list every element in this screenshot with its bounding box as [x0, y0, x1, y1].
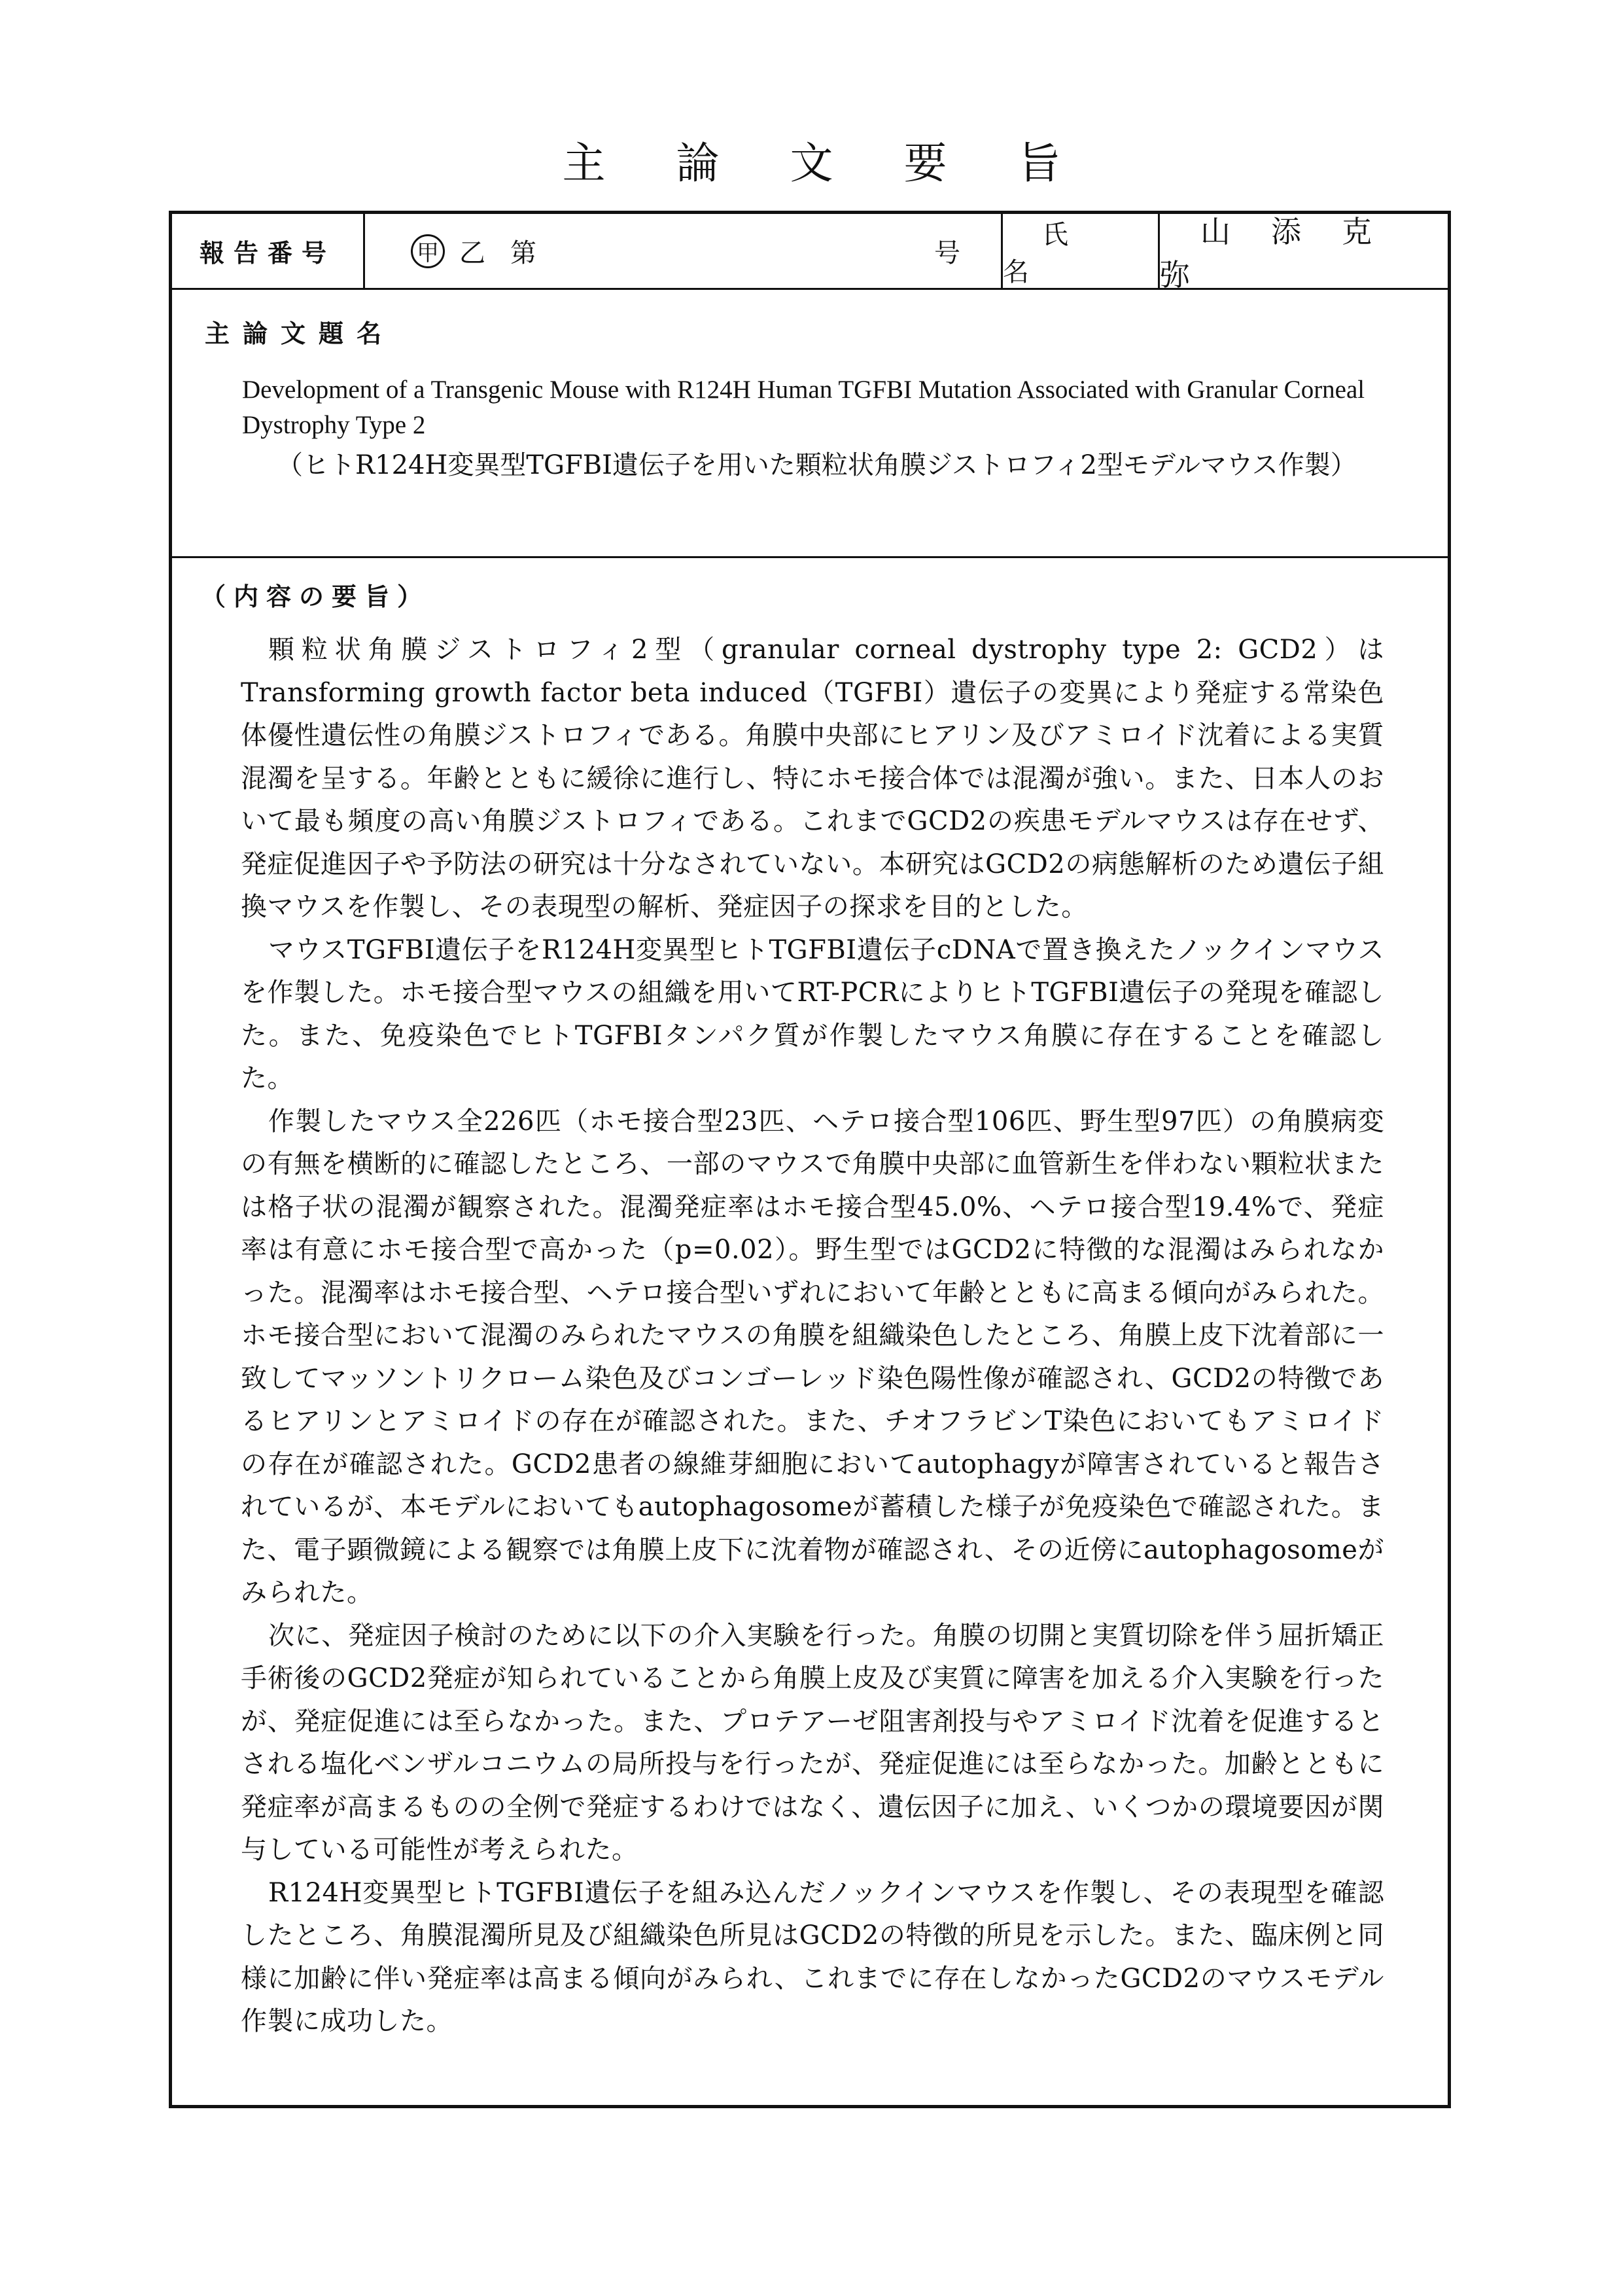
author-name: 山添克弥	[1160, 213, 1412, 292]
name-label: 氏名	[1003, 214, 1160, 288]
summary-body	[241, 629, 1384, 2043]
summary-paragraph: 顆粒状角膜ジストロフィ2型（granular corneal dystrophy type 2: GCD2）はTransforming growth factor beta induced（TGFBI）遺伝子の変異により発症する常染色体優性遺伝性の角膜ジストロフィである。角膜中央部にヒアリン及びアミロイド沈着による実質混濁を呈する。年齢とともに緩徐に進行し、特にホモ接合体では混濁が強い。また、日本人のおいて最も頻度の高い角膜ジストロフィである。これまでGCD2の疾患モデルマウスは存在せず、発症促進因子や予防法の研究は十分なされていない。本研究はGCD2の病態解析のため遺伝子組換マウスを作製し、その表現型の解析、発症因子の探求を目的とした。	[241, 635, 1384, 922]
report-number-field	[365, 214, 1003, 288]
document-title: 主論文要旨	[562, 138, 1132, 188]
summary-label: （内容の要旨）	[201, 582, 430, 611]
go-text: 号	[934, 238, 960, 268]
otsu-text: 乙	[459, 238, 502, 268]
summary-paragraph: 次に、発症因子検討のために以下の介入実験を行った。角膜の切開と実質切除を伴う屈折矯正手術後のGCD2発症が知られていることから角膜上皮及び実質に障害を加える介入実験を行ったが、発症促進には至らなかった。また、プロテアーゼ阻害剤投与やアミロイド沈着を促進するとされる塩化ベンザルコニウムの局所投与を行ったが、発症促進には至らなかった。加齢とともに発症率が高まるものの全例で発症するわけではなく、遺伝因子に加え、いくつかの環境要因が関与している可能性が考えられた。	[241, 1620, 1384, 1865]
report-number-label: 報告番号	[172, 214, 365, 288]
summary-form	[169, 211, 1451, 2108]
summary-paragraph: マウスTGFBI遺伝子をR124H変異型ヒトTGFBI遺伝子cDNAで置き換えたノックインマウスを作製した。ホモ接合型マウスの組織を用いてRT-PCRによりヒトTGFBI遺伝子の発現を確認した。また、免疫染色でヒトTGFBIタンパク質が作製したマウス角膜に存在することを確認した。	[241, 934, 1384, 1093]
dai-text: 第	[510, 238, 536, 268]
thesis-title-english: Development of a Transgenic Mouse with R124H Human TGFBI Mutation Associated with Granular Corneal Dystrophy Type 2	[242, 376, 1365, 439]
thesis-title-japanese: （ヒトR124H変異型TGFBI遺伝子を用いた顆粒状角膜ジストロフィ2型モデルマウス作製）	[277, 450, 1357, 480]
summary-paragraph: R124H変異型ヒトTGFBI遺伝子を組み込んだノックインマウスを作製し、その表現型を確認したところ、角膜混濁所見及び組織染色所見はGCD2の特徴的所見を示した。また、臨床例と同様に加齢に伴い発症率は高まる傾向がみられ、これまでに存在しなかったGCD2のマウスモデル作製に成功した。	[241, 1877, 1384, 2036]
summary-section	[172, 558, 1448, 2105]
thesis-title-label: 主論文題名	[205, 319, 395, 348]
summary-paragraph: 作製したマウス全226匹（ホモ接合型23匹、ヘテロ接合型106匹、野生型97匹）の角膜病変の有無を横断的に確認したところ、一部のマウスで角膜中央部に血管新生を伴わない顆粒状または格子状の混濁が観察された。混濁発症率はホモ接合型45.0%、ヘテロ接合型19.4%で、発症率は有意にホモ接合型で高かった（p=0.02）。野生型ではGCD2に特徴的な混濁はみられなかった。混濁率はホモ接合型、ヘテロ接合型いずれにおいて年齢とともに高まる傾向がみられた。ホモ接合型において混濁のみられたマウスの角膜を組織染色したところ、角膜上皮下沈着部に一致してマッソントリクローム染色及びコンゴーレッド染色陽性像が確認され、GCD2の特徴であるヒアリンとアミロイドの存在が確認された。また、チオフラビンT染色においてもアミロイドの存在が確認された。GCD2患者の線維芽細胞においてautophagyが障害されていると報告されているが、本モデルにおいてもautophagosomeが蓄積した様子が免疫染色で確認された。また、電子顕微鏡による観察では角膜上皮下に沈着物が確認され、その近傍にautophagosomeがみられた。	[241, 1106, 1384, 1608]
header-row	[172, 214, 1448, 290]
thesis-title-section	[172, 290, 1448, 558]
circled-kou-mark: 甲	[411, 234, 445, 268]
